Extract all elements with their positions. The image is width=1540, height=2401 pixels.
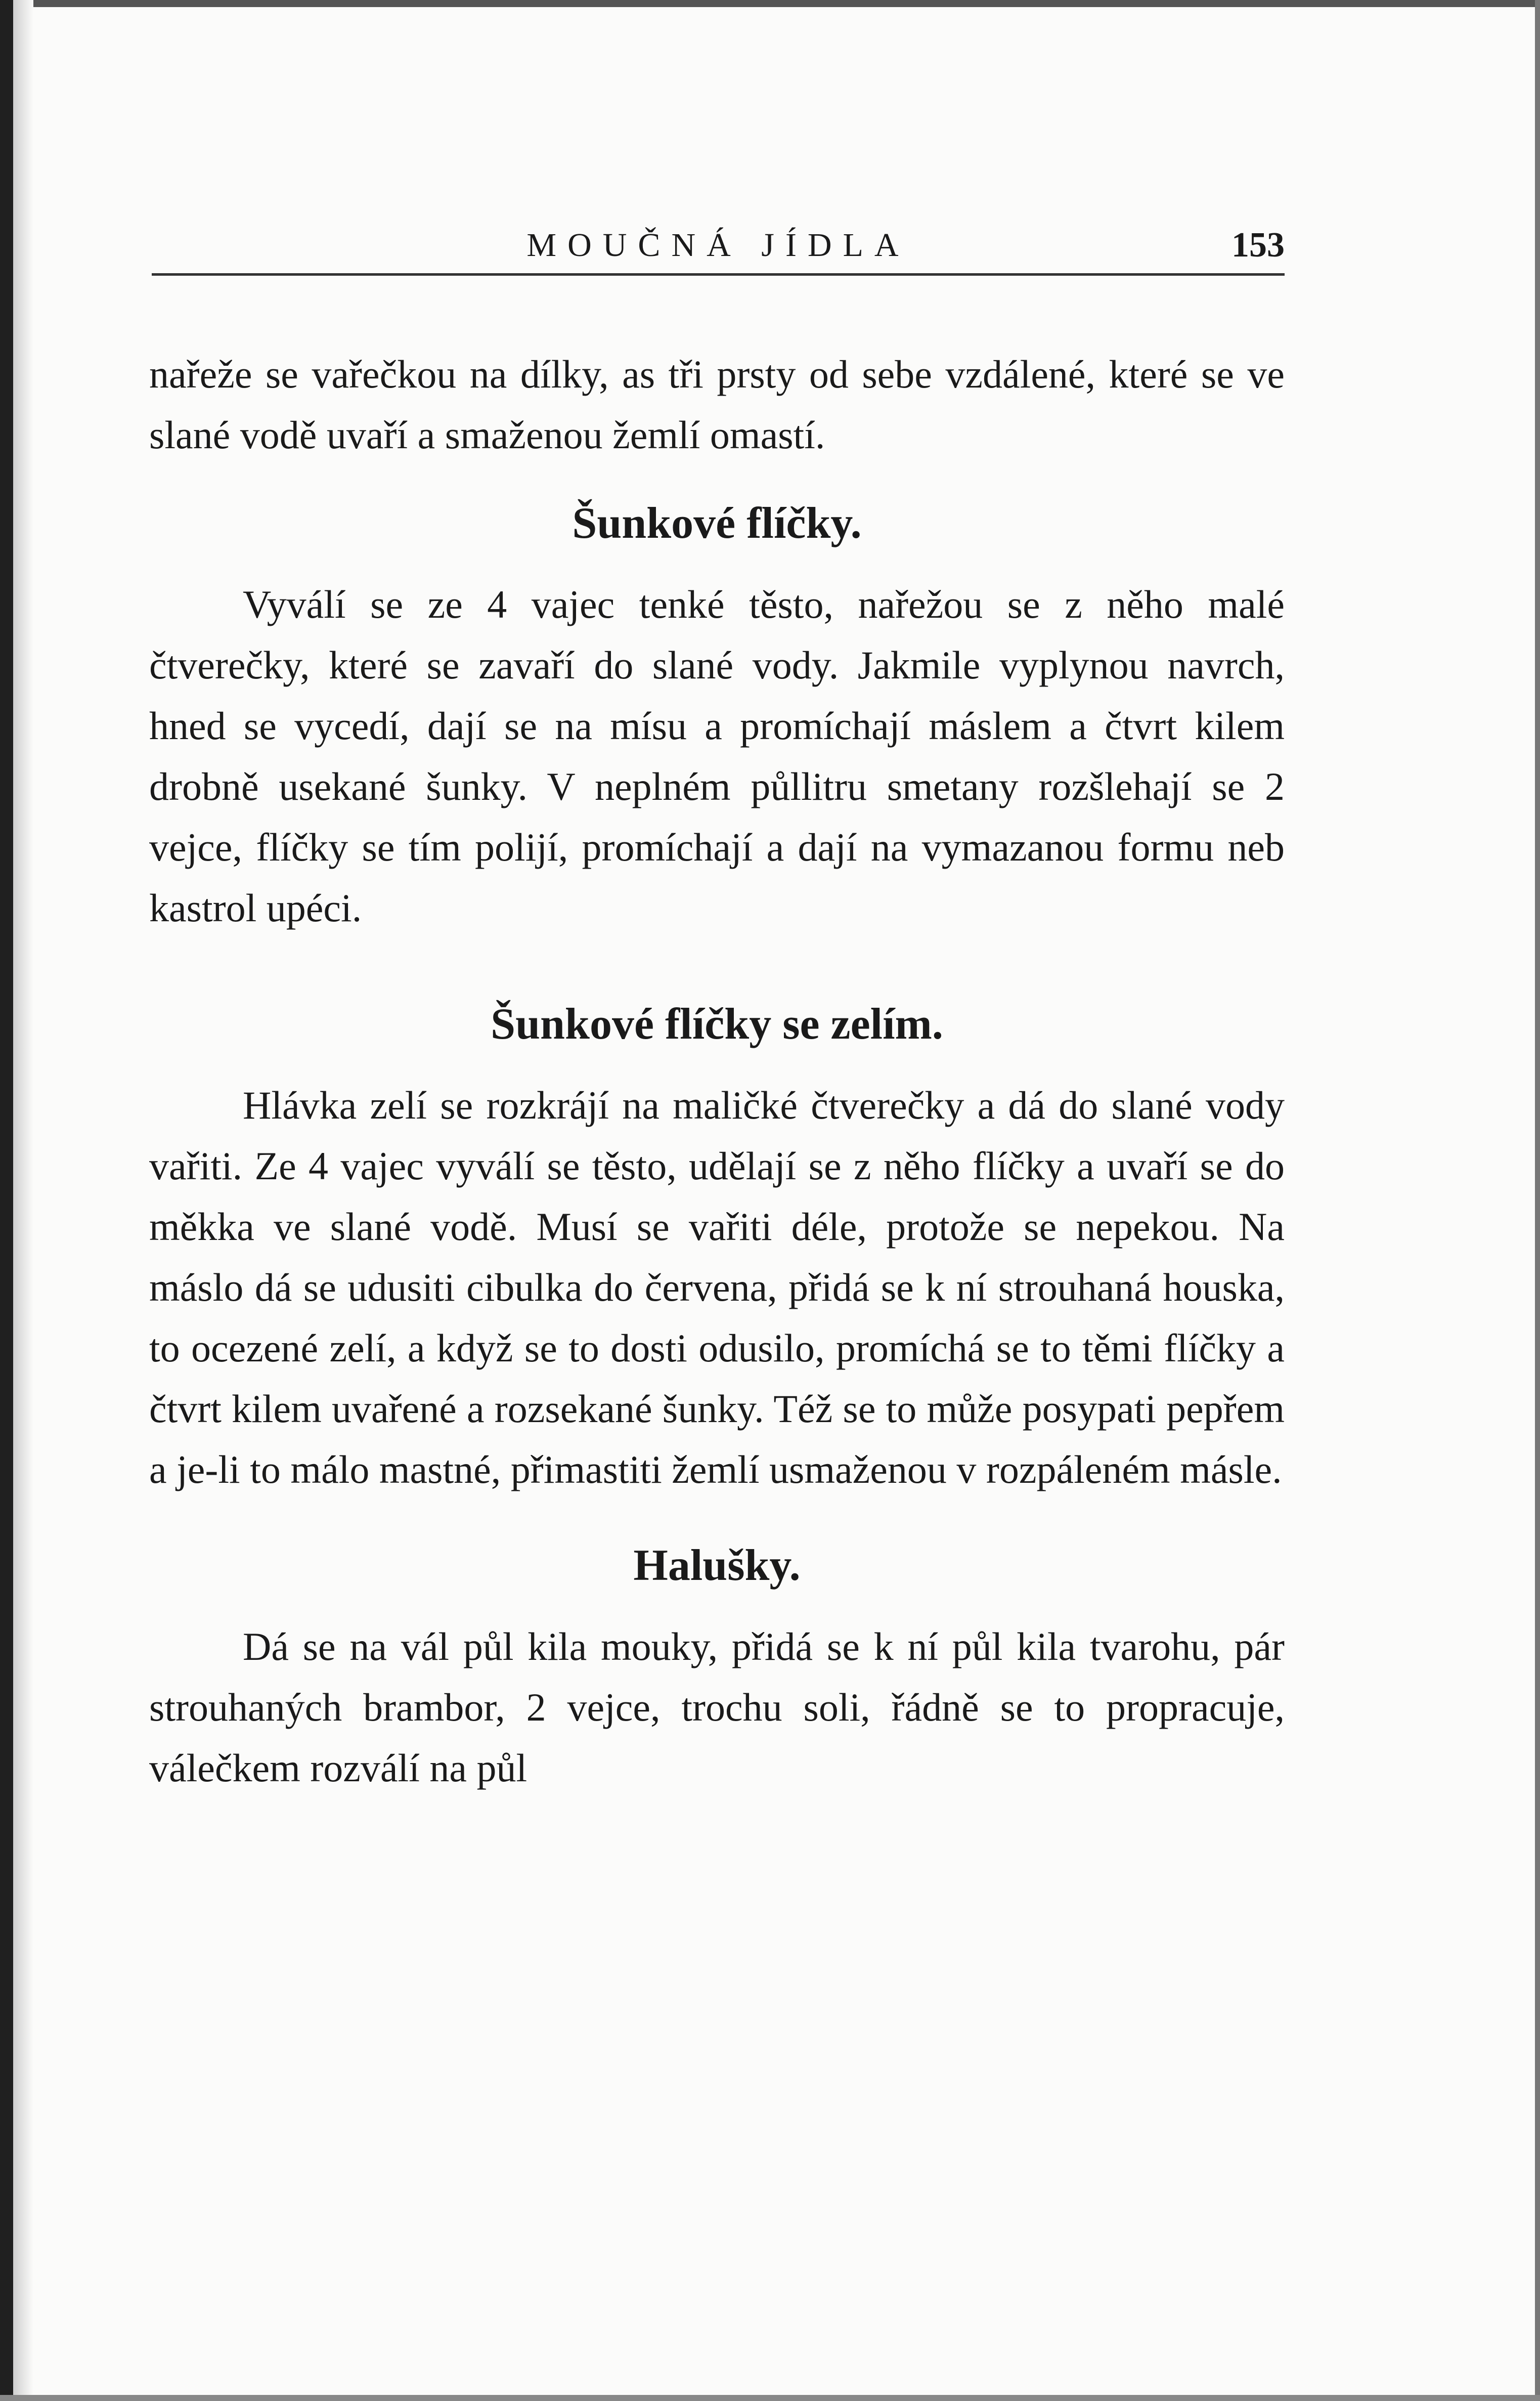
section-paragraph: Dá se na vál půl kila mouky, přidá se k ní půl kila tvarohu, pár strouhaných brambor, 2 vejce, trochu soli, řádně se to propracuje, válečkem rozválí na půl: [149, 1624, 1285, 1790]
scan-edge-bottom: [0, 2395, 1540, 2401]
page-gutter-shadow: [13, 0, 33, 2401]
page-number: 153: [1231, 226, 1285, 265]
section-paragraph: Hlávka zelí se rozkrájí na maličké čtverečky a dá do slané vody vařiti. Ze 4 vajec vyválí se těsto, udělají se z něho flíčky a uvaří se do měkka ve slané vodě. Musí se vařiti déle, protože se nepekou. Na máslo dá se udusiti cibulka do červena, přidá se k ní strouhaná houska, to ocezené zelí, a když se to dosti odusilo, promíchá se to těmi flíčky a čtvrt kilem uvařené a rozsekané šunky. Též se to může posypati pepřem a je-li to málo mastné, přimastiti žemlí usmaženou v rozpáleném másle.: [149, 1083, 1285, 1491]
scan-edge-right: [1535, 0, 1540, 2401]
continuation-paragraph: nařeže se vařečkou na dílky, as tři prsty od sebe vzdálené, které se ve slané vodě uvaří a smaženou žemlí omastí.: [149, 352, 1285, 457]
running-header: [152, 218, 1285, 273]
scan-edge-top: [0, 0, 1540, 7]
running-title: MOUČNÁ JÍDLA: [526, 227, 910, 264]
section-heading-halusky: Halušky.: [633, 1541, 801, 1590]
header-rule: [152, 273, 1285, 276]
section-heading-sunkove-flicky-se-zelim: Šunkové flíčky se zelím.: [491, 1000, 943, 1049]
page-body: [149, 344, 1285, 1798]
section-paragraph: Vyválí se ze 4 vajec tenké těsto, nařežou se z něho malé čtverečky, které se zavaří do slané vody. Jakmile vyplynou navrch, hned se vycedí, dají se na mísu a promíchají máslem a čtvrt kilem drobně usekané šunky. V neplném půllitru smetany rozšlehají se 2 vejce, flíčky se tím polijí, promíchají a dají na vymazanou formu neb kastrol upéci.: [149, 582, 1285, 930]
scan-edge-left: [0, 0, 13, 2401]
section-heading-sunkove-flicky: Šunkové flíčky.: [572, 499, 862, 548]
